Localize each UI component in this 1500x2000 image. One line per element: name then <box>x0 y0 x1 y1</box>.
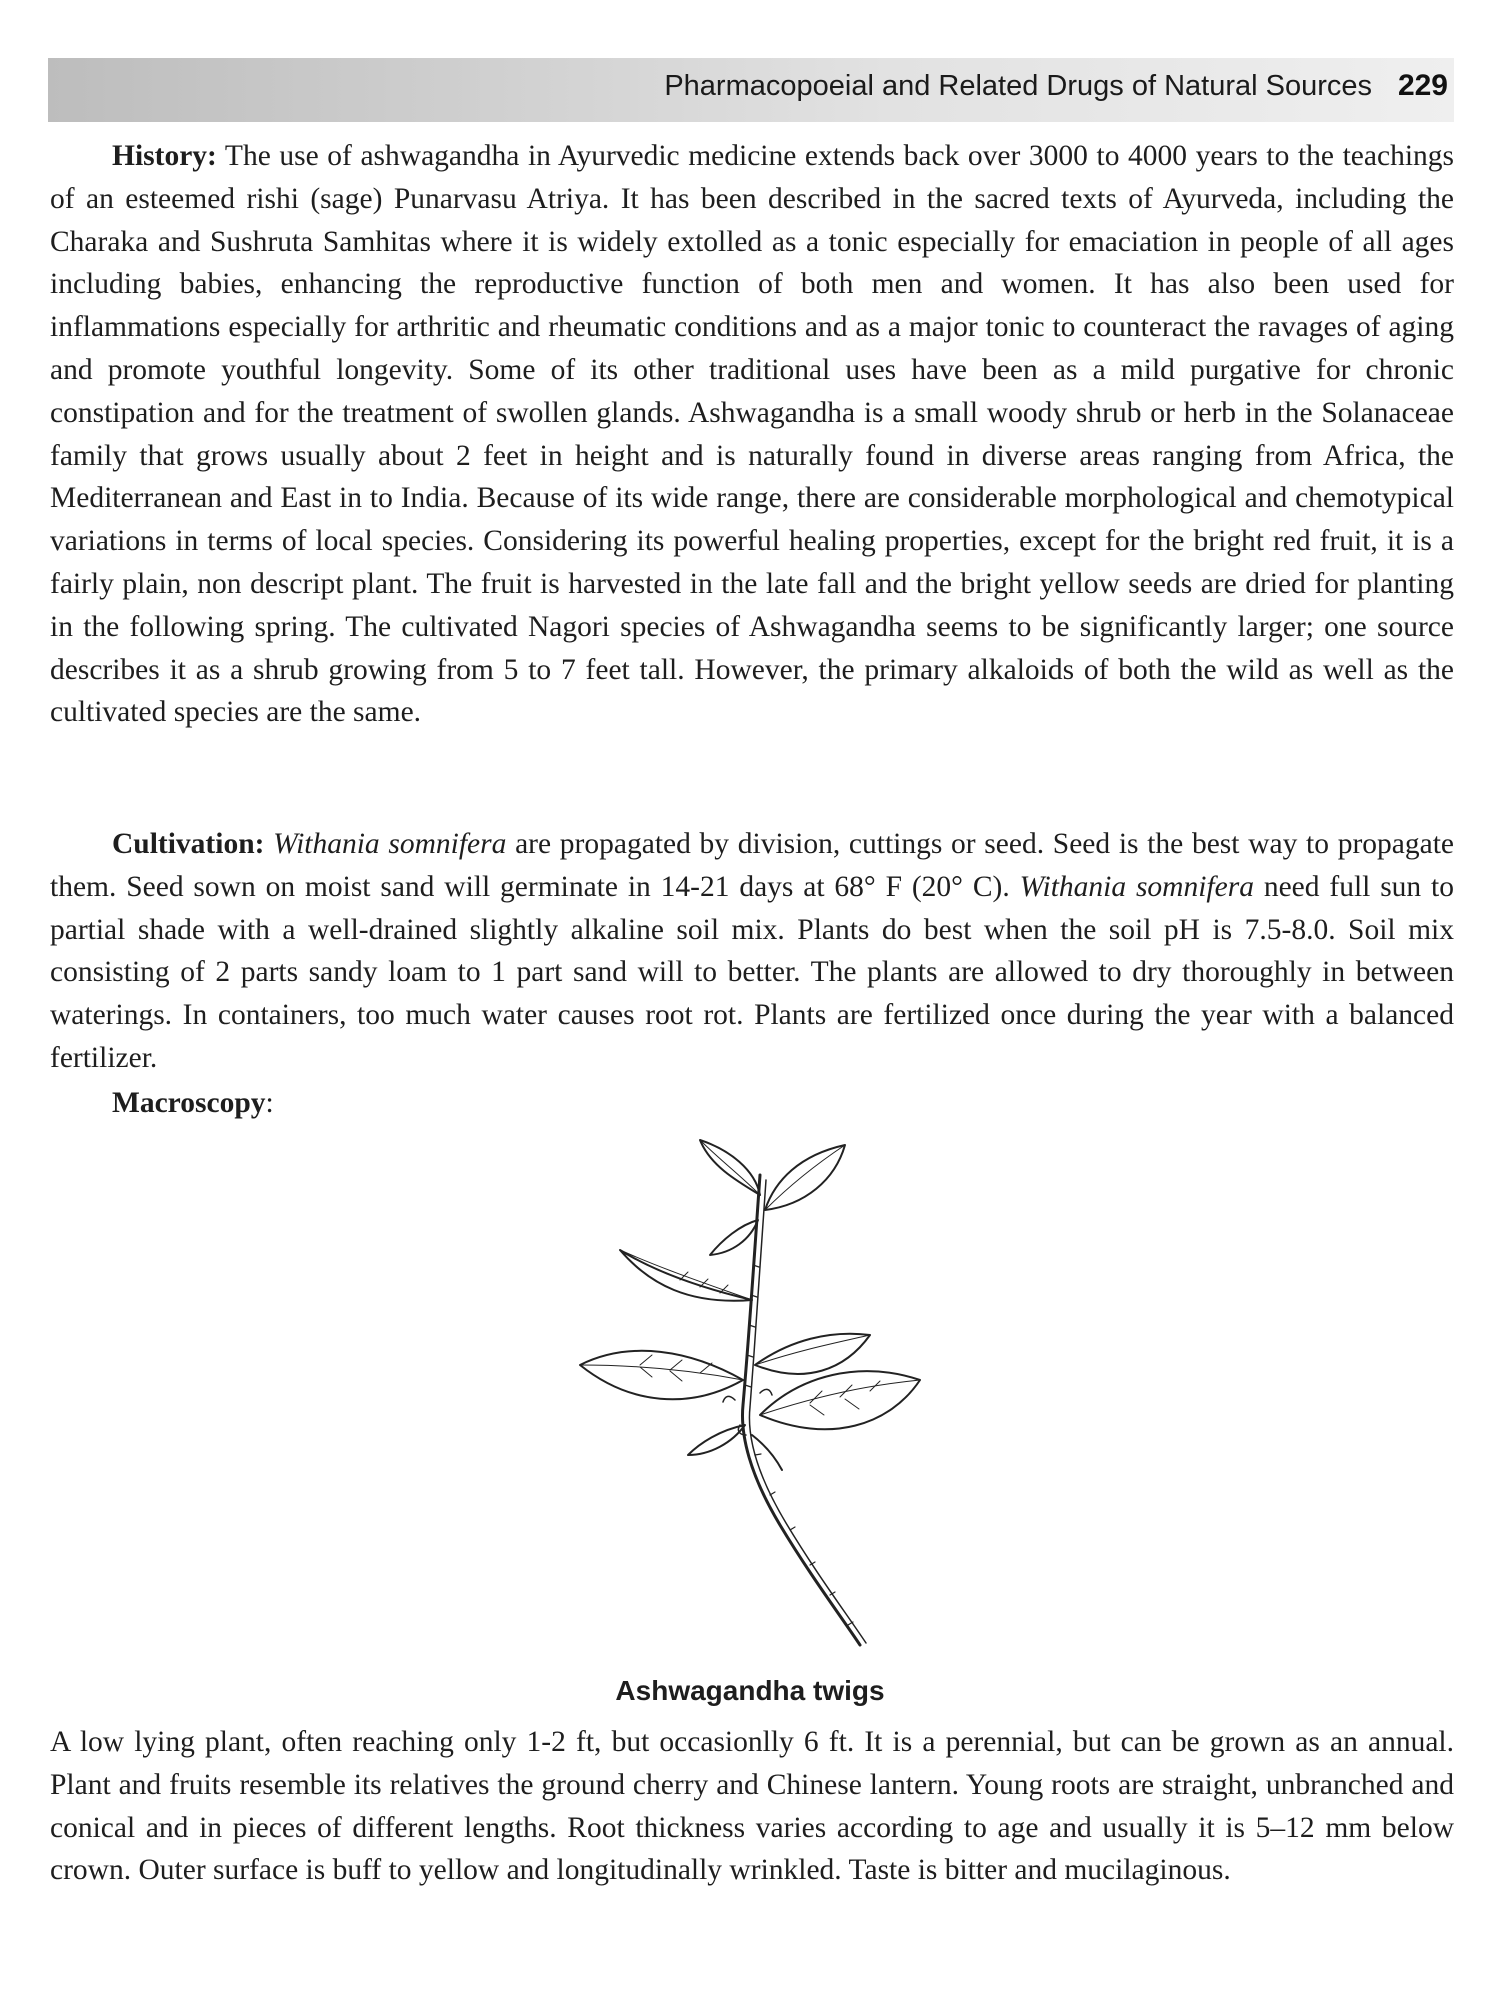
cultivation-text-2: need full sun to partial shade with a well-drained slightly alkaline soil mix. Plants do best when the soil pH is 7.5-8.0. Soil mix consisting of 2 parts sandy loam to 1 part sand will to better. The plants are allowed to dry thoroughly in between waterings. In containers, too much water causes root rot. Plants are fertilized once during the year with a balanced fertilizer. <box>50 870 1454 1074</box>
macroscopy-paragraph: A low lying plant, often reaching only 1-2 ft, but occasionlly 6 ft. It is a perennial, but can be grown as an annual. Plant and fruits resemble its relatives the ground cherry and Chinese lantern. Young roots are straight, unbranched and conical and in pieces of different lengths. Root thickness varies according to age and usually it is 5–12 mm below crown. Outer surface is buff to yellow and longitudinally wrinkled. Taste is bitter and mucilaginous. <box>50 1726 1454 1887</box>
macroscopy-heading-line <box>112 1087 274 1120</box>
history-paragraph <box>50 135 1454 734</box>
figure-caption: Ashwagandha twigs <box>615 1675 885 1706</box>
running-title: Pharmacopoeial and Related Drugs of Natural Sources <box>664 70 1372 102</box>
page-header <box>48 58 1454 122</box>
species-name: Withania somnifera <box>273 828 507 860</box>
history-heading: History: <box>112 140 217 172</box>
species-name: Withania somnifera <box>1019 870 1254 903</box>
cultivation-text-1: are propagated by division, cuttings or seed. Seed is the best way to propagate them. Seed sown on moist sand will germinate in 14-21 days at 68° F (20° C). <box>50 828 1454 903</box>
ashwagandha-twig-illustration <box>560 1125 1010 1665</box>
history-text: The use of ashwagandha in Ayurvedic medicine extends back over 3000 to 4000 years to the teachings of an esteemed rishi (sage) Punarvasu Atriya. It has been described in the sacred texts of Ayurveda, including the Charaka and Sushruta Samhitas where it is widely extolled as a tonic especially for emaciation in people of all ages including babies, enhancing the reproductive function of both men and women. It has also been used for inflammations especially for arthritic and rheumatic conditions and as a major tonic to counteract the ravages of aging and promote youthful longevity. Some of its other traditional uses have been as a mild purgative for chronic constipation and for the treatment of swollen glands. Ashwagandha is a small woody shrub or herb in the Solanaceae family that grows usually about 2 feet in height and is naturally found in diverse areas ranging from Africa, the Mediterranean and East in to India. Because of its wide range, there are considerable morphological and chemotypical variations in terms of local species. Considering its powerful healing properties, except for the bright red fruit, it is a fairly plain, non descript plant. The fruit is harvested in the late fall and the bright yellow seeds are dried for planting in the following spring. The cultivated Nagori species of Ashwagandha seems to be significantly larger; one source describes it as a shrub growing from 5 to 7 feet tall. However, the primary alkaloids of both the wild as well as the cultivated species are the same. <box>50 140 1454 729</box>
cultivation-paragraph <box>50 823 1454 1080</box>
cultivation-heading: Cultivation: <box>112 828 265 860</box>
page-number: 229 <box>1397 69 1448 102</box>
macroscopy-heading: Macroscopy <box>112 1087 266 1119</box>
macroscopy-colon: : <box>265 1087 274 1119</box>
